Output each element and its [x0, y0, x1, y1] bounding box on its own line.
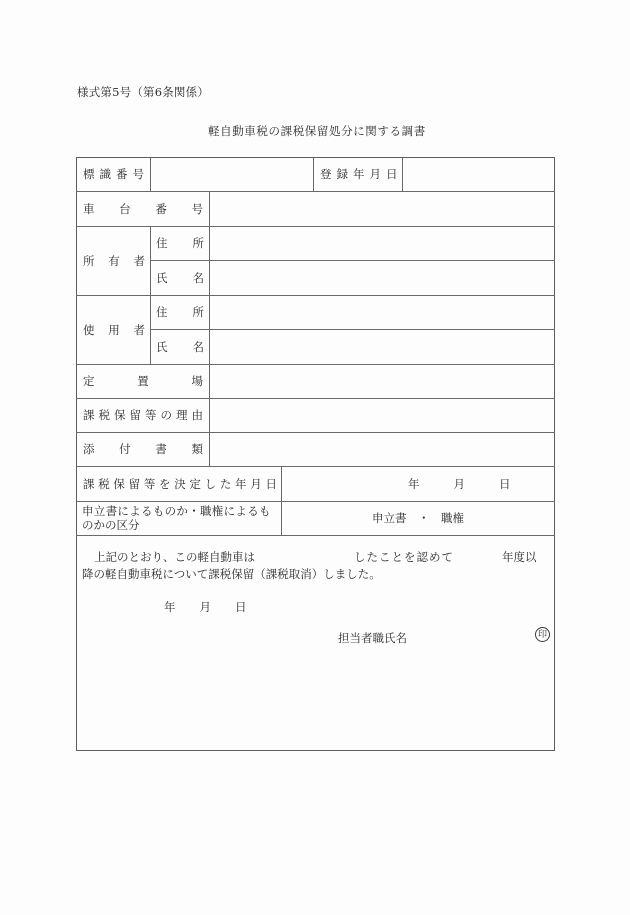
year-label: 年 [164, 600, 176, 614]
user-name-field[interactable] [210, 330, 554, 364]
label-char: 保 [114, 408, 126, 422]
statement-text: 上記のとおり、この軽自動車は [94, 550, 255, 564]
plate-number-label [83, 157, 149, 191]
label-char: 名 [192, 339, 204, 354]
reason-label [83, 398, 203, 432]
label-char: 氏 [156, 270, 168, 285]
label-char: の [160, 408, 172, 422]
label-char: 留 [128, 476, 141, 491]
label-line: のかの区分 [82, 518, 140, 532]
options-text: 申立書 ・ 職権 [372, 511, 464, 525]
label-text: 登録年月日 [320, 167, 403, 181]
label-char: 添 [83, 442, 95, 456]
label-char: 等 [145, 408, 157, 422]
owner-address-field[interactable] [210, 227, 554, 260]
label-char: 名 [192, 270, 204, 285]
decision-date-field[interactable] [282, 466, 554, 501]
label-char: 日 [265, 476, 277, 491]
classification-label [82, 501, 280, 535]
day-label: 日 [235, 600, 247, 614]
label-char: し [204, 476, 217, 491]
label-char: 書 [155, 442, 167, 456]
label-char: 課 [83, 476, 95, 491]
label-char: 所 [83, 253, 95, 268]
year-label: 年 [408, 476, 420, 491]
label-char: 号 [191, 201, 203, 216]
statement-line-1 [82, 549, 550, 566]
blank-fiscal-year[interactable] [454, 549, 502, 566]
label-char: 用 [108, 322, 120, 337]
label-char: 使 [83, 322, 95, 337]
label-char: 場 [191, 374, 203, 388]
label-char: 決 [174, 476, 186, 491]
decision-date-label [83, 466, 277, 501]
label-char: 者 [133, 322, 145, 337]
classification-options[interactable] [282, 501, 554, 535]
statement-line-2 [82, 566, 550, 583]
row-divider [76, 535, 555, 536]
label-char: 理 [176, 408, 188, 422]
label-char: を [159, 476, 171, 491]
form-number: 様式第5号（第6条関係） [77, 85, 210, 99]
label-char: た [219, 476, 232, 491]
statement-text: 降の軽自動車税について課税保留（課税取消）しました。 [82, 567, 381, 581]
label-char: 番 [155, 201, 167, 216]
label-char: 定 [83, 374, 95, 388]
label-line: 申立書によるものか・職権によるも [82, 504, 271, 518]
user-name-label [156, 329, 204, 364]
label-char: 定 [189, 476, 201, 491]
owner-label [83, 226, 145, 295]
label-char: 類 [191, 442, 203, 456]
user-address-field[interactable] [210, 296, 554, 329]
attachments-label [83, 432, 203, 466]
label-char: 住 [156, 305, 168, 319]
label-char: 留 [129, 408, 141, 422]
owner-address-label [156, 226, 204, 260]
label-char: 台 [119, 201, 131, 216]
label-text: 標識番号 [83, 167, 149, 181]
seal-icon: 印 [535, 627, 550, 642]
reason-field[interactable] [210, 399, 554, 432]
label-char: 住 [156, 236, 168, 250]
label-char: 年 [235, 476, 247, 491]
officer-name-label: 担当者職氏名 [338, 631, 407, 645]
label-char: 付 [119, 442, 131, 456]
chassis-number-label [83, 191, 203, 226]
day-label: 日 [499, 476, 511, 491]
registration-date-label [320, 157, 403, 191]
storage-location-field[interactable] [210, 365, 554, 398]
label-char: 所 [192, 236, 204, 250]
owner-name-label [156, 260, 204, 295]
statement-text: 年度以 [502, 550, 537, 564]
label-char: 氏 [156, 339, 168, 354]
label-char: 等 [143, 476, 156, 491]
label-char: 所 [192, 305, 204, 319]
label-char: 車 [83, 201, 95, 216]
month-label: 月 [199, 600, 211, 614]
user-address-label [156, 295, 204, 329]
owner-name-field[interactable] [210, 261, 554, 295]
label-char: 者 [133, 253, 145, 268]
survey-form-table [76, 157, 556, 752]
col-divider [150, 226, 151, 364]
label-char: 税 [98, 408, 110, 422]
blank-reason[interactable] [255, 549, 354, 566]
form-title: 軽自動車税の課税保留処分に関する調書 [208, 124, 426, 138]
storage-location-label [83, 364, 203, 398]
label-char: 保 [113, 476, 125, 491]
chassis-number-field[interactable] [210, 192, 554, 226]
user-label [83, 295, 145, 364]
col-divider [313, 157, 314, 191]
plate-number-field[interactable] [151, 158, 312, 191]
label-char: 有 [108, 253, 120, 268]
month-label: 月 [453, 476, 465, 491]
attachments-field[interactable] [210, 433, 554, 466]
label-char: 由 [191, 408, 203, 422]
statement-date[interactable] [164, 599, 247, 615]
registration-date-field[interactable] [403, 158, 554, 191]
label-char: 課 [83, 408, 95, 422]
certification-statement [82, 549, 550, 583]
label-char: 月 [250, 476, 262, 491]
label-char: 置 [137, 374, 149, 388]
statement-text: したことを認めて [354, 550, 454, 564]
label-char: 税 [98, 476, 110, 491]
